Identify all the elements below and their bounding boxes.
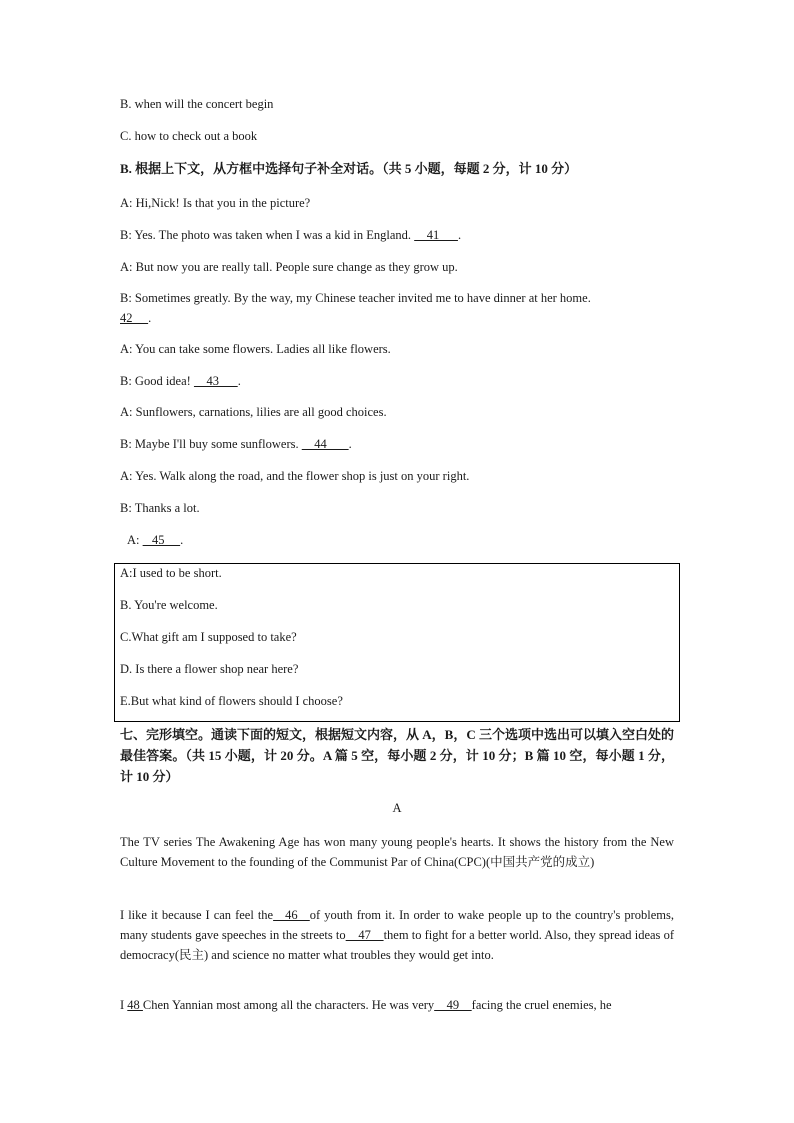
dialogue-line bbox=[120, 227, 461, 243]
blank-42: 42 bbox=[120, 311, 149, 325]
option-c: C. how to check out a book bbox=[120, 129, 258, 143]
box-option-d: D. Is there a flower shop near here? bbox=[120, 662, 299, 676]
dialogue-line: A: Yes. Walk along the road, and the flower shop is just on your right. bbox=[120, 469, 470, 483]
option-b: B. when will the concert begin bbox=[120, 97, 274, 111]
punct: . bbox=[348, 437, 352, 451]
paragraph-text: I bbox=[120, 998, 128, 1012]
blank-43: 43 bbox=[193, 374, 238, 388]
dialogue-line bbox=[120, 310, 151, 326]
blank-44: 44 bbox=[301, 437, 349, 451]
dialogue-text: A: bbox=[127, 533, 143, 547]
paragraph-3 bbox=[120, 995, 674, 1015]
dialogue-line bbox=[127, 532, 183, 548]
blank-48: 48 bbox=[127, 998, 143, 1012]
passage-label: A bbox=[392, 801, 402, 815]
section-b-heading: B. 根据上下文，从方框中选择句子补全对话。（共 5 小题，每题 2 分，计 10 分） bbox=[120, 161, 578, 176]
paragraph-text: Chen Yannian most among all the characters. He was very bbox=[142, 998, 435, 1012]
blank-49: 49 bbox=[434, 998, 472, 1012]
paragraph-text: facing the cruel enemies, he bbox=[471, 998, 612, 1012]
dialogue-text: B: Good idea! bbox=[120, 374, 194, 388]
blank-41: 41 bbox=[414, 228, 458, 242]
punct: . bbox=[237, 374, 241, 388]
section-7-heading: 七、完形填空。通读下面的短文，根据短文内容，从 A，B，C 三个选项中选出可以填入空白处的最佳答案。（共 15 小题，计 20 分。A 篇 5 空，每小题 2 分，计 10 分；B 篇 10 空，每小题 1 分，计 10 分） bbox=[120, 727, 674, 784]
blank-45: 45 bbox=[142, 533, 181, 547]
punct: . bbox=[180, 533, 184, 547]
dialogue-line: A: Sunflowers, carnations, lilies are all good choices. bbox=[120, 405, 387, 419]
punct: . bbox=[457, 228, 462, 242]
box-option-b: B. You're welcome. bbox=[120, 598, 218, 612]
dialogue-line: A: You can take some flowers. Ladies all like flowers. bbox=[120, 342, 391, 356]
blank-46: 46 bbox=[273, 908, 310, 922]
dialogue-line: A: Hi,Nick! Is that you in the picture? bbox=[120, 196, 311, 210]
dialogue-line: B: Thanks a lot. bbox=[120, 501, 200, 515]
blank-47: 47 bbox=[345, 928, 384, 942]
paragraph-2 bbox=[120, 905, 674, 965]
options-box bbox=[114, 563, 680, 722]
punct: . bbox=[148, 311, 152, 325]
paragraph-1: The TV series The Awakening Age has won many young people's hearts. It shows the history from the New Culture Movement to the founding of the Communist Par of China(CPC)(中国共产党的成立) bbox=[120, 835, 674, 869]
box-option-e: E.But what kind of flowers should I choose? bbox=[120, 694, 343, 708]
paragraph-text: I like it because I can feel the bbox=[120, 908, 274, 922]
paragraph-text: of youth from it. In order to wake people up to the country's problems, many students gave speeches in the streets to bbox=[120, 908, 674, 942]
box-option-a: A:I used to be short. bbox=[120, 566, 222, 580]
dialogue-line: B: Sometimes greatly. By the way, my Chinese teacher invited me to have dinner at her home. bbox=[120, 291, 591, 305]
dialogue-line bbox=[120, 373, 241, 389]
dialogue-line bbox=[120, 436, 352, 452]
dialogue-text: B: Maybe I'll buy some sunflowers. bbox=[120, 437, 302, 451]
dialogue-text: B: Yes. The photo was taken when I was a kid in England. bbox=[120, 228, 415, 242]
dialogue-line: A: But now you are really tall. People sure change as they grow up. bbox=[120, 260, 458, 274]
paragraph-text: them to fight for a better world. Also, they spread ideas of democracy(民主) and science no matter what troubles they would get into. bbox=[120, 928, 675, 962]
box-option-c: C.What gift am I supposed to take? bbox=[120, 630, 297, 644]
